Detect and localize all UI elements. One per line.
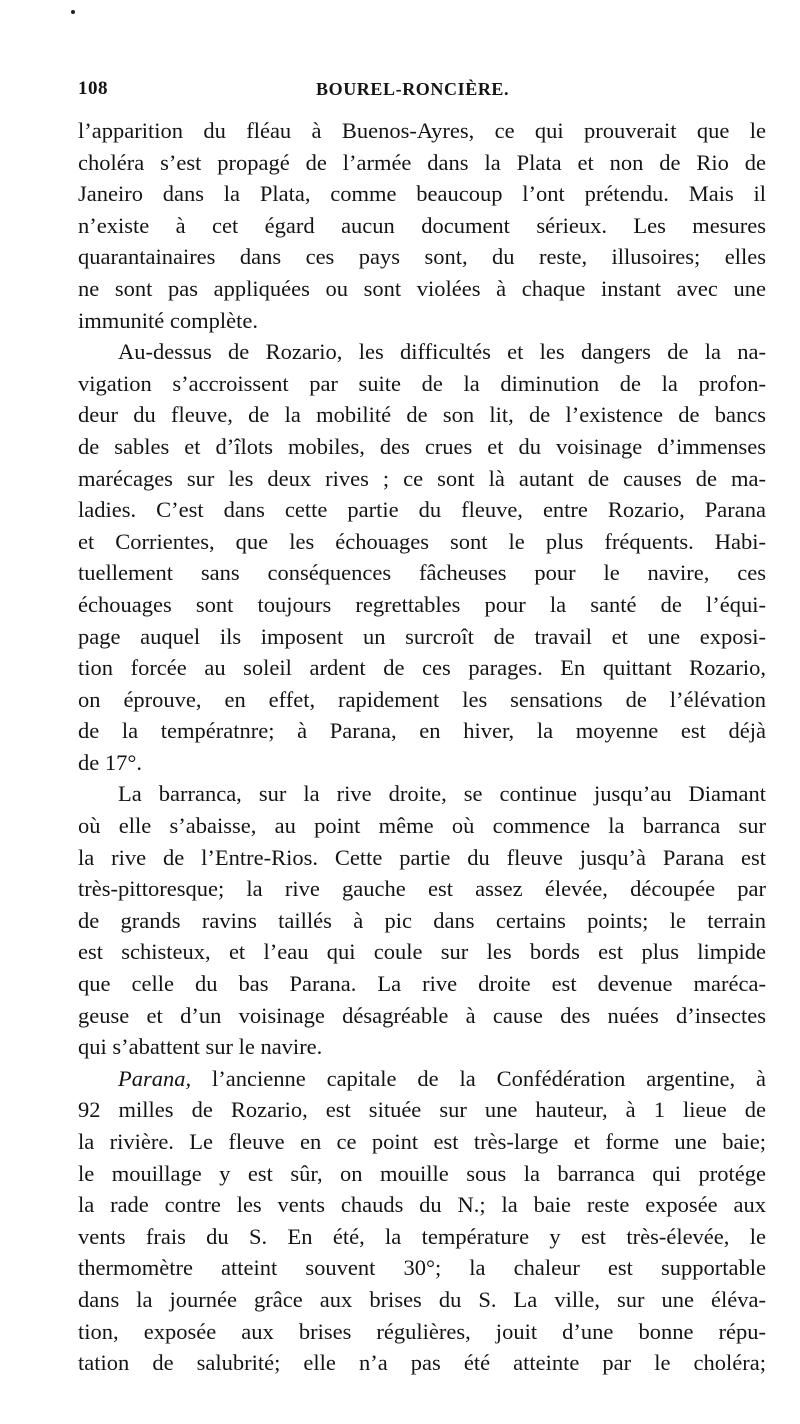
body-text: [78, 115, 766, 1379]
text-line: la rade contre les vents chauds du N.; la baie reste exposée aux: [78, 1192, 766, 1218]
margin-dot: [71, 10, 75, 14]
paragraph-end-line: qui s’abattent sur le navire.: [78, 1034, 323, 1060]
text-line: geuse et d’un voisinage désagréable à cause des nuées d’insectes: [78, 1002, 766, 1028]
paragraph-start-line: La barranca, sur la rive droite, se continue jusqu’au Diamant: [118, 781, 766, 807]
text-line: tation de salubrité; elle n’a pas été atteinte par le choléra;: [78, 1350, 766, 1376]
text-line: choléra s’est propagé de l’armée dans la Plata et non de Rio de: [78, 149, 766, 175]
text-line: tuellement sans conséquences fâcheuses pour le navire, ces: [78, 560, 766, 586]
text-line: page auquel ils imposent un surcroît de travail et une exposi-: [78, 623, 766, 649]
text-line: vigation s’accroissent par suite de la diminution de la profon-: [78, 370, 766, 396]
text-line: Janeiro dans la Plata, comme beaucoup l’ont prétendu. Mais il: [78, 181, 766, 207]
paragraph-end-line: de 17°.: [78, 749, 142, 775]
text-line: échouages sont toujours regrettables pour la santé de l’équi-: [78, 591, 766, 617]
text-line: est schisteux, et l’eau qui coule sur les bords est plus limpide: [78, 939, 766, 965]
text-line: on éprouve, en effet, rapidement les sensations de l’élévation: [78, 686, 766, 712]
text-line: de la températnre; à Parana, en hiver, la moyenne est déjà: [78, 718, 766, 744]
italic-place-name: Parana,: [118, 1065, 192, 1091]
text-line: ne sont pas appliquées ou sont violées à chaque instant avec une: [78, 275, 766, 301]
text-line: thermomètre atteint souvent 30°; la chaleur est supportable: [78, 1255, 766, 1281]
text-line: le mouillage y est sûr, on mouille sous la barranca qui protége: [78, 1160, 766, 1186]
text-line: quarantainaires dans ces pays sont, du reste, illusoires; elles: [78, 244, 766, 270]
text-line: l’apparition du fléau à Buenos-Ayres, ce qui prouverait que le: [78, 118, 766, 143]
text-line: marécages sur les deux rives ; ce sont là autant de causes de ma-: [78, 465, 766, 491]
text-line: et Corrientes, que les échouages sont le plus fréquents. Habi-: [78, 528, 766, 554]
running-title: BOUREL-RONCIÈRE.: [316, 79, 510, 99]
text-line: tion, exposée aux brises régulières, jouit d’une bonne répu-: [78, 1318, 766, 1344]
line-remainder: l’ancienne capitale de la Confédération argentine, à: [212, 1065, 767, 1091]
text-line: de sables et d’îlots mobiles, des crues et du voisinage d’immenses: [78, 433, 766, 459]
text-line: tion forcée au soleil ardent de ces parages. En quittant Rozario,: [78, 655, 766, 681]
text-line: deur du fleuve, de la mobilité de son lit, de l’existence de bancs: [78, 402, 766, 428]
paragraph-end-line: immunité complète.: [78, 307, 258, 333]
text-line: dans la journée grâce aux brises du S. La ville, sur une éléva-: [78, 1286, 766, 1312]
text-line: où elle s’abaisse, au point même où commence la barranca sur: [78, 813, 766, 839]
paragraph-start-line: [78, 1063, 766, 1095]
text-line: vents frais du S. En été, la température y est très-élevée, le: [78, 1223, 766, 1249]
text-line: de grands ravins taillés à pic dans certains points; le terrain: [78, 907, 766, 933]
text-line: 92 milles de Rozario, est située sur une hauteur, à 1 lieue de: [78, 1097, 766, 1123]
paragraph-start-line: Au-dessus de Rozario, les difficultés et les dangers de la na-: [118, 339, 766, 365]
text-line: la rive de l’Entre-Rios. Cette partie du fleuve jusqu’à Parana est: [78, 844, 766, 870]
text-line: que celle du bas Parana. La rive droite est devenue maréca-: [78, 971, 766, 997]
page-number: 108: [78, 78, 108, 99]
text-line: ladies. C’est dans cette partie du fleuve, entre Rozario, Parana: [78, 497, 766, 523]
text-line: très-pittoresque; la rive gauche est assez élevée, découpée par: [78, 876, 766, 902]
running-head: [78, 74, 768, 104]
text-line: n’existe à cet égard aucun document sérieux. Les mesures: [78, 212, 766, 238]
text-line: la rivière. Le fleuve en ce point est très-large et forme une baie;: [78, 1129, 766, 1154]
